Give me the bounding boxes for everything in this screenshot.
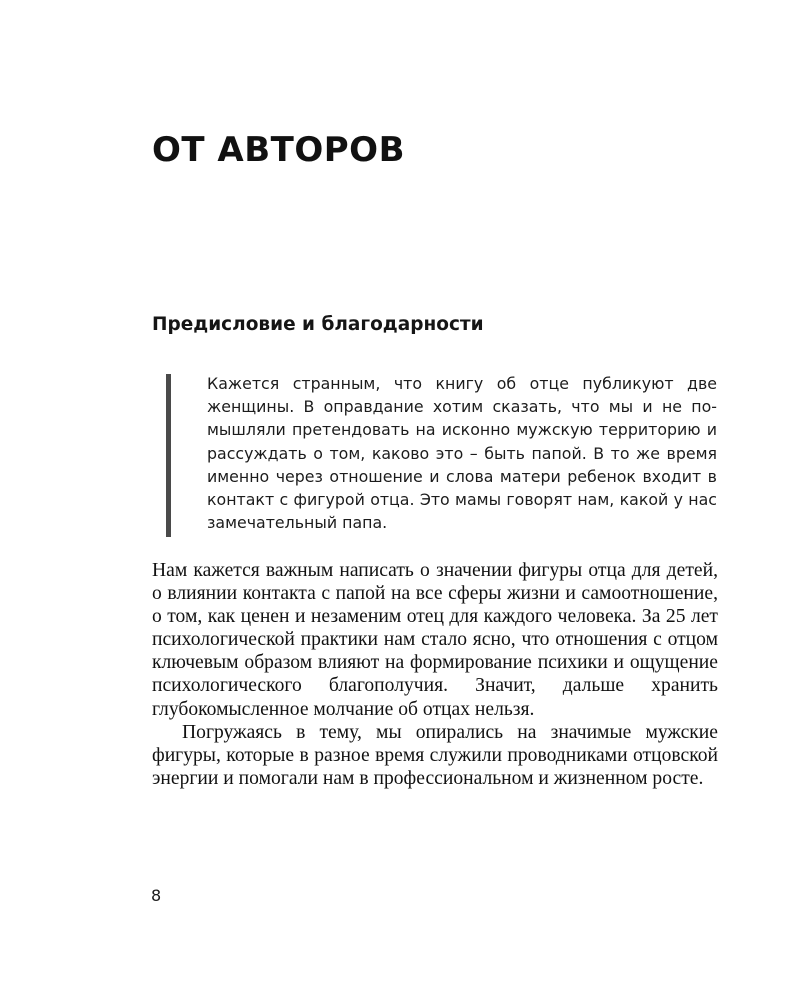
body-paragraph: Погружаясь в тему, мы опирались на значимые мужские фигуры, которые в разное время служили проводниками отцовской энергии и помогали нам в профессиональном и жизненном росте. — [152, 721, 718, 789]
body-paragraph: Нам кажется важным написать о значении фигуры отца для детей, о влиянии контакта с папой на все сферы жизни и самоотношение, о том, как ценен и незаменим отец для каждого человека. За 25 лет психологической практики нам стало ясно, что отношения с отцом ключевым образом влияют на формирование психики и ощущение психологического благополучия. Значит, дальше хранить глубокомысленное молчание об отцах нельзя. — [152, 560, 718, 720]
epigraph-text: Кажется странным, что книгу об отце публикуют две женщины. В оправдание хотим сказать, что мы и не помышляли претендовать на исконно мужскую территорию и рассуждать о том, каково это – быть папой. В то же время именно через отношение и слова матери ребенок входит в контакт с фигурой отца. Это мамы говорят нам, какой у нас замечательный папа. — [207, 374, 717, 533]
epigraph-bar — [166, 374, 171, 537]
chapter-title: ОТ АВТОРОВ — [152, 130, 405, 170]
epigraph-block — [166, 372, 718, 538]
body-text — [152, 559, 718, 790]
page-number: 8 — [151, 886, 162, 905]
section-title: Предисловие и благодарности — [152, 314, 484, 335]
